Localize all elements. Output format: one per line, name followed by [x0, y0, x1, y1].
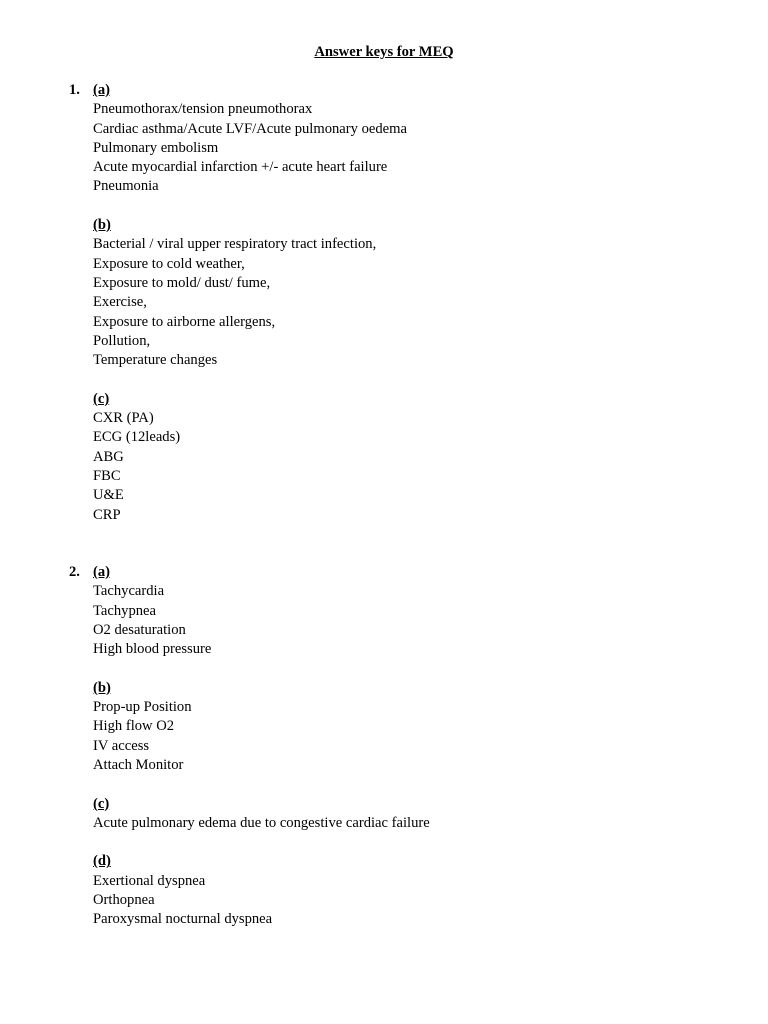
- answer-line: CRP: [93, 506, 121, 523]
- answer-line: High blood pressure: [93, 641, 212, 658]
- answer-line: CXR (PA): [93, 410, 154, 427]
- answer-line: Exertional dyspnea: [93, 872, 206, 889]
- answer-line: Pulmonary embolism: [93, 139, 219, 156]
- answer-line: Prop-up Position: [93, 699, 192, 716]
- question-parts: [93, 81, 713, 544]
- answer-line: ECG (12leads): [93, 429, 181, 446]
- answer-line: IV access: [93, 737, 150, 754]
- answer-line: Orthopnea: [93, 892, 155, 909]
- answer-line: Bacterial / viral upper respiratory tract infection,: [93, 236, 377, 253]
- answer-line: Exposure to airborne allergens,: [93, 313, 276, 330]
- answer-part: [93, 390, 713, 525]
- answer-line: ABG: [93, 448, 124, 465]
- part-label: (a): [93, 82, 111, 98]
- answer-line: Attach Monitor: [93, 756, 184, 773]
- answer-part: [93, 679, 713, 775]
- answer-part: [93, 795, 713, 834]
- document-title: Answer keys for MEQ: [314, 44, 454, 60]
- question-number: 1.: [69, 82, 80, 98]
- answer-part: [93, 216, 713, 370]
- answer-part: [93, 563, 713, 659]
- answer-line: Tachycardia: [93, 583, 165, 600]
- answer-line: Pollution,: [93, 332, 151, 349]
- part-label: (d): [93, 853, 111, 870]
- answer-line: FBC: [93, 467, 121, 484]
- answer-line: Paroxysmal nocturnal dyspnea: [93, 911, 273, 928]
- answer-line: Exposure to mold/ dust/ fume,: [93, 274, 271, 291]
- part-label: (b): [93, 217, 111, 234]
- answer-line: Pneumonia: [93, 178, 159, 195]
- part-label: (b): [93, 679, 111, 696]
- answer-line: Pneumothorax/tension pneumothorax: [93, 101, 313, 118]
- answer-part: [93, 81, 713, 197]
- answer-line: Exercise,: [93, 294, 147, 311]
- answer-line: High flow O2: [93, 718, 175, 735]
- answer-line: Tachypnea: [93, 602, 156, 619]
- part-label: (a): [93, 564, 111, 580]
- answer-line: O2 desaturation: [93, 621, 186, 638]
- question-number: 2.: [69, 564, 80, 580]
- answer-line: U&E: [93, 487, 124, 504]
- part-label: (c): [93, 795, 110, 812]
- answer-line: Acute pulmonary edema due to congestive cardiac failure: [93, 814, 430, 831]
- answer-part: [93, 852, 713, 929]
- question-parts: [93, 563, 713, 949]
- answer-line: Temperature changes: [93, 352, 218, 369]
- answer-line: Acute myocardial infarction +/- acute heart failure: [93, 159, 388, 176]
- answer-line: Cardiac asthma/Acute LVF/Acute pulmonary oedema: [93, 120, 407, 137]
- answer-line: Exposure to cold weather,: [93, 255, 245, 272]
- part-label: (c): [93, 390, 110, 407]
